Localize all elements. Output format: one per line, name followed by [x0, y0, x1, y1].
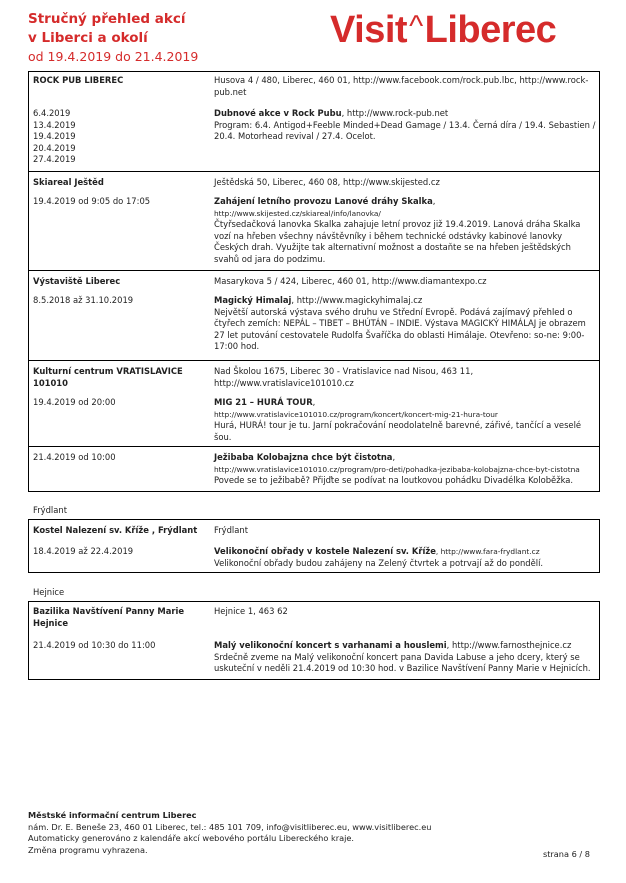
page-footer [28, 810, 431, 856]
page-number: strana 6 / 8 [542, 849, 590, 859]
event-row [29, 72, 599, 171]
event-url-separator: , [392, 452, 396, 462]
logo-text-liberec: Liberec [424, 9, 557, 51]
venue-name: Kostel Nalezení sv. Kříže , Frýdlant [33, 525, 198, 535]
event-details [214, 295, 596, 353]
event-title: Velikonoční obřady v kostele Nalezení sv. Kříže [214, 546, 436, 556]
section-label-hejnice: Hejnice [33, 587, 65, 597]
event-url-separator: , [432, 196, 436, 206]
event-description: Povede se to ježibabě? Přijďte se podívat na loutkovou pohádku Divadélka Koloběžka. [214, 475, 574, 486]
title-line-1: Stručný přehled akcí [28, 11, 186, 27]
event-date: 13.4.2019 [33, 119, 76, 130]
event-row [29, 520, 599, 572]
event-url[interactable]: , http://www.farnosthejnice.cz [446, 640, 572, 650]
event-description: Program: 6.4. Antigod+Feeble Minded+Dead Gamage / 13.4. Černá díra / 19.4. Sebastien / 20.4. Motorhead revival / 27.4. Ocelot. [214, 119, 596, 142]
visit-liberec-logo [330, 8, 556, 55]
venue-address: Husova 4 / 480, Liberec, 460 01, http://www.facebook.com/rock.pub.lbc, http://www.rock-pub.net [214, 75, 589, 97]
event-details [214, 546, 596, 569]
event-url-separator: , [312, 397, 316, 407]
event-description: Srdečně zveme na Malý velikonoční koncert pana Davida Labuse a jeho dcery, který se uskuteční v neděli 21.4.2019 od 10:30 hod. v Bazilice Navštívení Panny Marie v Hejnicích. [214, 651, 591, 674]
event-date: 8.5.2018 až 31.10.2019 [33, 295, 134, 305]
venue-name [33, 366, 209, 389]
event-dates [33, 108, 209, 166]
event-description: Velikonoční obřady budou zahájeny na Zelený čtvrtek a potrvají až do pondělí. [214, 557, 544, 568]
event-date: 18.4.2019 až 22.4.2019 [33, 546, 134, 556]
section-label-frydlant: Frýdlant [33, 505, 67, 515]
event-url[interactable]: http://www.vratislavice101010.cz/program/koncert/koncert-mig-21-hura-tour [214, 409, 498, 419]
event-date: 6.4.2019 [33, 108, 71, 118]
event-date: 19.4.2019 [33, 131, 76, 142]
event-url[interactable]: http://www.vratislavice101010.cz/program/pro-deti/pohadka-jezibaba-kolobajzna-chce-byt-cistotna [214, 464, 580, 474]
event-title: Malý velikonoční koncert s varhanami a houslemi [214, 640, 447, 650]
event-row [29, 602, 599, 679]
logo-text-visit: Visit [330, 9, 408, 51]
logo-caret: ^ [409, 10, 423, 43]
event-date: 21.4.2019 od 10:00 [33, 452, 116, 462]
event-date: 19.4.2019 od 9:05 do 17:05 [33, 196, 151, 206]
date-range: od 19.4.2019 do 21.4.2019 [28, 49, 199, 64]
liberec-events-table [28, 71, 600, 492]
event-url[interactable]: , http://www.rock-pub.net [341, 108, 449, 118]
event-description: Čtyřsedačková lanovka Skalka zahajuje letní provoz již 19.4.2019. Lanová dráha Skalka vozí na hřeben všechny návštěvníky i během technické odstávky kabinové lanovky Českých drah. Využijte tak alternativní možnost a dostaňte se na hřeben ještědských svahů od jara do podzimu. [214, 219, 581, 264]
event-details [214, 452, 596, 487]
event-description: Hurá, HURÁ! tour je tu. Jarní pokračování neodolatelně barevné, zářivé, tančící a veselé šou. [214, 420, 582, 442]
event-title: Zahájení letního provozu Lanové dráhy Skalka [214, 196, 433, 206]
event-url[interactable]: , http://www.fara-frydlant.cz [435, 547, 540, 556]
footer-note-changes: Změna programu vyhrazena. [28, 844, 148, 855]
event-title: Magický Himalaj [214, 295, 292, 305]
document-title [28, 10, 186, 48]
event-description: Největší autorská výstava svého druhu ve Střední Evropě. Podává zajímavý přehled o čtyřech zemích: NEPÁL – TIBET – BHÚTÁN – INDIE. Výstava MAGICKÝ HIMÁLAJ je obrazem 27 let putování cestovatele Rudolfa Švaříčka do oblasti Himálaje. Otevřeno: so-ne: 9:00-17:00 hod. [214, 306, 586, 352]
venue-name-main: VRATISLAVICE 101010 [33, 366, 183, 388]
event-row [29, 446, 599, 493]
footer-org: Městské informační centrum Liberec [28, 810, 197, 820]
venue-address: Hejnice 1, 463 62 [214, 606, 288, 616]
venue-name-prefix: Kulturní centrum [33, 366, 117, 376]
event-details [214, 196, 596, 266]
footer-contact: nám. Dr. E. Beneše 23, 460 01 Liberec, tel.: 485 101 709, info@visitliberec.eu, www.visitliberec.eu [28, 821, 432, 832]
event-date: 20.4.2019 [33, 142, 76, 153]
event-date: 19.4.2019 od 20:00 [33, 397, 116, 407]
event-date: 27.4.2019 [33, 154, 76, 165]
title-line-2: v Liberci a okolí [28, 30, 148, 46]
venue-address: Ještědská 50, Liberec, 460 08, http://www.skijested.cz [214, 177, 440, 187]
venue-name: ROCK PUB LIBEREC [33, 75, 124, 85]
venue-name: Skiareal Ještěd [33, 177, 104, 187]
venue-name: Bazilika Navštívení Panny Marie Hejnice [33, 606, 185, 628]
event-row [29, 360, 599, 446]
event-title: Ježibaba Kolobajzna chce být čistotna [214, 452, 393, 462]
venue-address: Masarykova 5 / 424, Liberec, 460 01, http://www.diamantexpo.cz [214, 276, 487, 286]
footer-note-generated: Automaticky generováno z kalendáře akcí webového portálu Libereckého kraje. [28, 833, 355, 843]
event-title: Dubnové akce v Rock Pubu [214, 108, 342, 118]
event-title: MIG 21 – HURÁ TOUR [214, 397, 313, 407]
event-details [214, 108, 596, 143]
event-date: 21.4.2019 od 10:30 do 11:00 [33, 640, 156, 650]
event-url[interactable]: http://www.skijested.cz/skiareal/info/lanovka/ [214, 208, 381, 218]
event-row [29, 171, 599, 270]
venue-address: Nad Školou 1675, Liberec 30 - Vratislavice nad Nisou, 463 11, http://www.vratislavice101010.cz [214, 366, 474, 388]
event-details [214, 397, 596, 443]
event-details [214, 640, 596, 675]
frydlant-events-table [28, 519, 600, 573]
venue-name: Výstaviště Liberec [33, 276, 121, 286]
venue-address: Frýdlant [214, 525, 248, 535]
event-url[interactable]: , http://www.magickyhimalaj.cz [291, 295, 423, 305]
hejnice-events-table [28, 601, 600, 680]
event-row [29, 270, 599, 360]
